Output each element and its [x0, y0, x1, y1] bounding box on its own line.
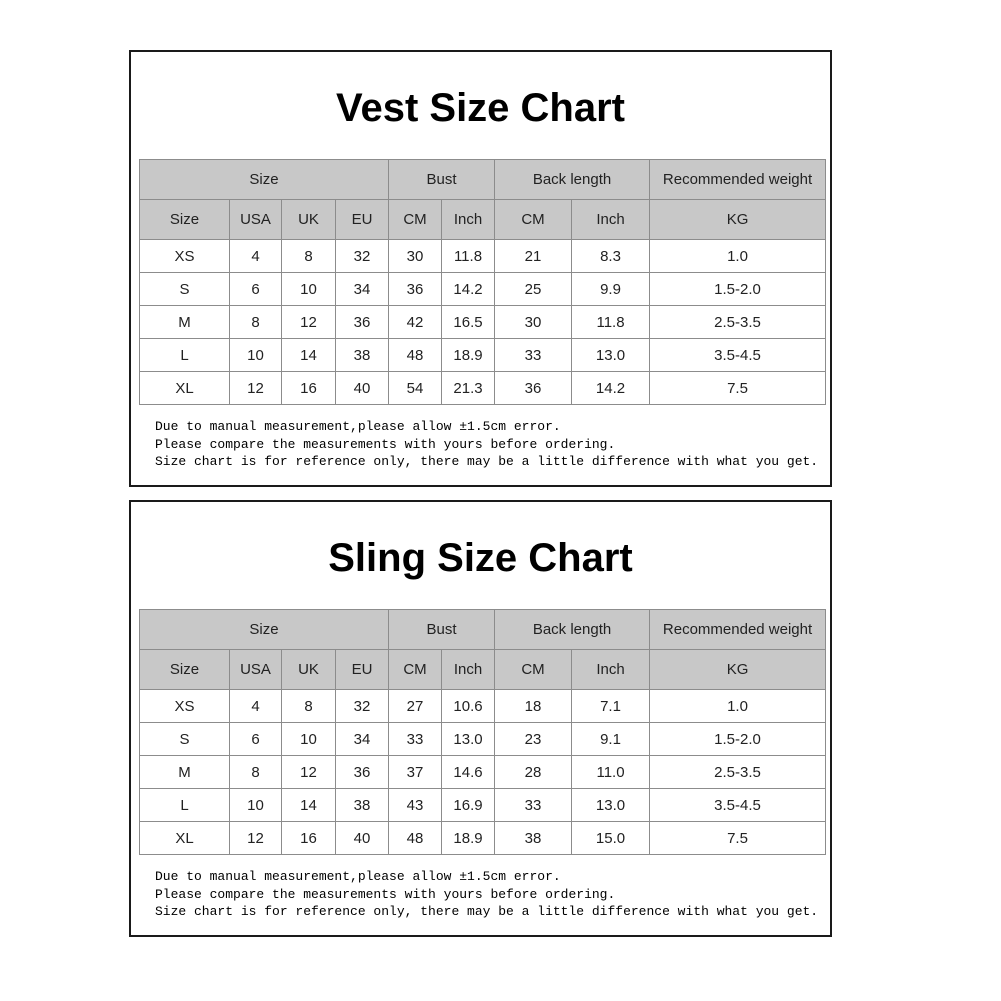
note-line: Due to manual measurement,please allow ±1.5cm error. [155, 869, 561, 884]
table-cell: 13.0 [572, 789, 650, 822]
table-cell: 8 [230, 306, 282, 339]
table-header-group-row [140, 160, 826, 200]
table-cell: 8 [282, 690, 336, 723]
table-cell: 16 [282, 372, 336, 405]
table-cell: 9.9 [572, 273, 650, 306]
table-row [140, 306, 826, 339]
table-cell: 12 [230, 372, 282, 405]
subheader-uk: UK [282, 650, 336, 690]
table-cell: 54 [389, 372, 442, 405]
table-cell: 18.9 [442, 822, 495, 855]
table-cell: 33 [389, 723, 442, 756]
table-row [140, 789, 826, 822]
table-cell: 36 [336, 756, 389, 789]
table-cell: 34 [336, 273, 389, 306]
table-cell: 1.5-2.0 [650, 723, 826, 756]
table-cell: 23 [495, 723, 572, 756]
subheader-size: Size [140, 650, 230, 690]
table-cell: 27 [389, 690, 442, 723]
table-cell: 12 [282, 306, 336, 339]
table-cell: 12 [230, 822, 282, 855]
table-cell: XL [140, 372, 230, 405]
table-cell: 48 [389, 339, 442, 372]
table-cell: 14.6 [442, 756, 495, 789]
table-cell: 1.0 [650, 690, 826, 723]
sling-size-chart-panel [129, 500, 832, 937]
subheader-eu: EU [336, 200, 389, 240]
table-cell: S [140, 273, 230, 306]
table-cell: 18 [495, 690, 572, 723]
table-cell: 30 [389, 240, 442, 273]
subheader-kg: KG [650, 650, 826, 690]
table-cell: 30 [495, 306, 572, 339]
table-cell: 1.5-2.0 [650, 273, 826, 306]
subheader-bust-inch: Inch [442, 200, 495, 240]
table-cell: M [140, 306, 230, 339]
table-row [140, 690, 826, 723]
sling-notes [155, 868, 818, 921]
table-cell: 38 [336, 789, 389, 822]
table-cell: 25 [495, 273, 572, 306]
table-cell: 8 [230, 756, 282, 789]
table-cell: 10 [230, 789, 282, 822]
table-cell: 7.5 [650, 822, 826, 855]
table-cell: 16 [282, 822, 336, 855]
table-cell: 21.3 [442, 372, 495, 405]
subheader-bust-inch: Inch [442, 650, 495, 690]
table-cell: 7.5 [650, 372, 826, 405]
table-cell: 38 [336, 339, 389, 372]
table-cell: 8.3 [572, 240, 650, 273]
table-row [140, 756, 826, 789]
table-row [140, 372, 826, 405]
table-row [140, 822, 826, 855]
table-cell: 37 [389, 756, 442, 789]
table-cell: 14.2 [442, 273, 495, 306]
table-cell: 2.5-3.5 [650, 756, 826, 789]
table-cell: 3.5-4.5 [650, 339, 826, 372]
table-cell: 33 [495, 339, 572, 372]
note-line: Please compare the measurements with yours before ordering. [155, 436, 616, 452]
table-cell: 36 [336, 306, 389, 339]
sling-chart-title: Sling Size Chart [328, 536, 633, 580]
header-bust-group: Bust [389, 160, 495, 200]
table-cell: M [140, 756, 230, 789]
table-cell: 43 [389, 789, 442, 822]
table-cell: 11.8 [442, 240, 495, 273]
table-cell: 1.0 [650, 240, 826, 273]
subheader-usa: USA [230, 200, 282, 240]
table-cell: 40 [336, 372, 389, 405]
table-cell: 9.1 [572, 723, 650, 756]
table-cell: 4 [230, 240, 282, 273]
header-bust-group: Bust [389, 610, 495, 650]
subheader-usa: USA [230, 650, 282, 690]
table-cell: 7.1 [572, 690, 650, 723]
table-cell: 18.9 [442, 339, 495, 372]
subheader-uk: UK [282, 200, 336, 240]
table-cell: 14 [282, 339, 336, 372]
table-cell: L [140, 339, 230, 372]
header-recommended-weight-group: Recommended weight [650, 160, 826, 200]
table-cell: 40 [336, 822, 389, 855]
table-cell: 48 [389, 822, 442, 855]
table-cell: 3.5-4.5 [650, 789, 826, 822]
table-cell: 32 [336, 240, 389, 273]
subheader-bust-cm: CM [389, 200, 442, 240]
table-cell: 2.5-3.5 [650, 306, 826, 339]
table-cell: 36 [495, 372, 572, 405]
header-back-length-group: Back length [495, 610, 650, 650]
table-cell: 6 [230, 273, 282, 306]
table-cell: 10 [282, 273, 336, 306]
note-line: Please compare the measurements with yours before ordering. [155, 886, 616, 902]
table-cell: 13.0 [442, 723, 495, 756]
table-header-sub-row [140, 200, 826, 240]
table-cell: 28 [495, 756, 572, 789]
subheader-kg: KG [650, 200, 826, 240]
table-cell: 12 [282, 756, 336, 789]
note-line: Size chart is for reference only, there may be a little difference with what you get. [155, 454, 819, 469]
table-cell: 15.0 [572, 822, 650, 855]
vest-size-chart-panel [129, 50, 832, 487]
table-cell: XS [140, 690, 230, 723]
table-cell: 34 [336, 723, 389, 756]
vest-chart-title: Vest Size Chart [335, 86, 625, 130]
vest-size-table [139, 159, 826, 405]
subheader-back-inch: Inch [572, 200, 650, 240]
table-cell: 10.6 [442, 690, 495, 723]
table-cell: 42 [389, 306, 442, 339]
table-cell: 14.2 [572, 372, 650, 405]
subheader-eu: EU [336, 650, 389, 690]
table-cell: 6 [230, 723, 282, 756]
subheader-size: Size [140, 200, 230, 240]
table-cell: 38 [495, 822, 572, 855]
header-recommended-weight-group: Recommended weight [650, 610, 826, 650]
subheader-back-cm: CM [495, 650, 572, 690]
table-row [140, 723, 826, 756]
table-cell: 16.5 [442, 306, 495, 339]
table-cell: 11.0 [572, 756, 650, 789]
subheader-back-inch: Inch [572, 650, 650, 690]
table-row [140, 339, 826, 372]
header-back-length-group: Back length [495, 160, 650, 200]
table-cell: L [140, 789, 230, 822]
table-cell: 32 [336, 690, 389, 723]
subheader-bust-cm: CM [389, 650, 442, 690]
table-cell: 16.9 [442, 789, 495, 822]
table-cell: 13.0 [572, 339, 650, 372]
header-size-group: Size [140, 610, 389, 650]
table-cell: 36 [389, 273, 442, 306]
table-cell: XL [140, 822, 230, 855]
table-cell: 11.8 [572, 306, 650, 339]
table-cell: 10 [282, 723, 336, 756]
note-line: Due to manual measurement,please allow ±1.5cm error. [155, 419, 561, 434]
vest-notes [155, 418, 818, 471]
subheader-back-cm: CM [495, 200, 572, 240]
table-cell: S [140, 723, 230, 756]
table-header-sub-row [140, 650, 826, 690]
table-cell: XS [140, 240, 230, 273]
table-cell: 14 [282, 789, 336, 822]
note-line: Size chart is for reference only, there may be a little difference with what you get. [155, 904, 819, 919]
table-cell: 10 [230, 339, 282, 372]
sling-size-table [139, 609, 826, 855]
table-cell: 21 [495, 240, 572, 273]
table-cell: 4 [230, 690, 282, 723]
table-row [140, 273, 826, 306]
table-cell: 33 [495, 789, 572, 822]
table-cell: 8 [282, 240, 336, 273]
header-size-group: Size [140, 160, 389, 200]
table-row [140, 240, 826, 273]
table-header-group-row [140, 610, 826, 650]
